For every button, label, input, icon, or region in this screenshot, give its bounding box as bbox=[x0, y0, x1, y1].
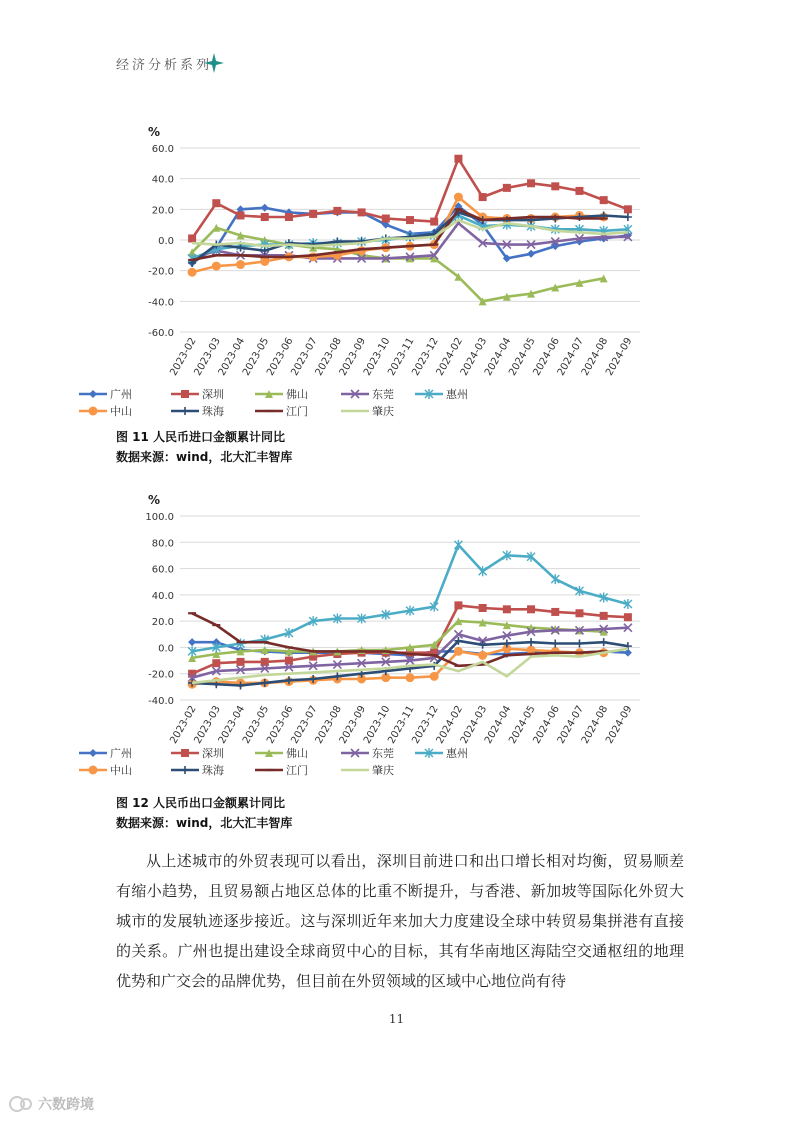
data-point bbox=[527, 638, 535, 646]
x-tick-label: 2024-09 bbox=[604, 704, 635, 746]
y-axis-unit-label: % bbox=[148, 493, 161, 507]
data-point bbox=[551, 608, 559, 616]
y-tick-label: 60.0 bbox=[151, 144, 174, 155]
data-point bbox=[479, 566, 487, 576]
legend-label: 佛山 bbox=[286, 747, 308, 760]
legend-label: 江门 bbox=[286, 764, 308, 777]
data-point bbox=[454, 601, 462, 609]
legend-swatch bbox=[170, 388, 200, 400]
x-tick-label: 2023-08 bbox=[313, 704, 344, 746]
legend-label: 深圳 bbox=[202, 747, 224, 760]
legend-marker bbox=[89, 766, 98, 775]
data-point bbox=[188, 638, 196, 646]
x-tick-label: 2023-02 bbox=[168, 336, 199, 378]
legend-swatch bbox=[340, 405, 370, 417]
y-tick-label: 40.0 bbox=[151, 590, 174, 602]
data-point bbox=[406, 673, 415, 682]
x-tick-label: 2024-05 bbox=[507, 336, 538, 378]
legend-label: 深圳 bbox=[202, 388, 224, 401]
figure-12-source: 数据来源：wind，北大汇丰智库 bbox=[116, 816, 293, 830]
data-point bbox=[212, 659, 220, 667]
data-point bbox=[479, 604, 487, 612]
x-tick-label: 2023-03 bbox=[192, 704, 223, 746]
y-tick-label: -40.0 bbox=[148, 297, 174, 309]
y-tick-label: 80.0 bbox=[151, 538, 174, 550]
y-tick-label: 20.0 bbox=[151, 205, 174, 217]
series-佛山 bbox=[188, 224, 608, 306]
data-point bbox=[333, 207, 341, 215]
legend-swatch bbox=[78, 388, 108, 400]
legend-marker bbox=[89, 749, 97, 757]
legend-label: 肇庆 bbox=[372, 764, 394, 777]
data-point bbox=[260, 257, 269, 266]
figure-11-caption: 图 11 人民币进口金额累计同比 bbox=[116, 430, 286, 444]
legend-label: 中山 bbox=[110, 764, 132, 777]
legend-marker bbox=[181, 749, 189, 757]
data-point bbox=[212, 199, 220, 207]
data-point bbox=[406, 216, 414, 224]
y-tick-label: 0.0 bbox=[158, 236, 174, 247]
legend-swatch bbox=[78, 764, 108, 776]
legend-swatch bbox=[254, 764, 284, 776]
y-tick-label: 0.0 bbox=[158, 643, 174, 655]
y-tick-label: -20.0 bbox=[148, 669, 174, 681]
x-tick-label: 2023-04 bbox=[216, 336, 248, 378]
x-tick-label: 2024-02 bbox=[434, 704, 466, 746]
x-tick-label: 2023-09 bbox=[337, 336, 369, 378]
legend-swatch bbox=[340, 388, 370, 400]
legend-swatch bbox=[170, 405, 200, 417]
x-tick-label: 2024-07 bbox=[555, 336, 587, 378]
page-number: 11 bbox=[388, 1012, 405, 1026]
legend-label: 东莞 bbox=[372, 747, 394, 760]
legend-marker bbox=[89, 390, 97, 398]
legend-label: 珠海 bbox=[202, 405, 224, 418]
x-tick-label: 2024-09 bbox=[604, 336, 635, 378]
legend-swatch bbox=[254, 388, 284, 400]
data-point bbox=[454, 540, 462, 550]
data-point bbox=[551, 639, 559, 647]
data-point bbox=[188, 234, 196, 242]
data-point bbox=[358, 208, 366, 216]
legend-swatch bbox=[414, 388, 444, 400]
data-point bbox=[454, 647, 463, 656]
x-tick-label: 2023-10 bbox=[361, 704, 393, 746]
x-tick-label: 2023-10 bbox=[361, 336, 393, 378]
x-tick-label: 2023-12 bbox=[410, 704, 441, 746]
series-title: 经济分析系列 bbox=[116, 58, 213, 73]
x-tick-label: 2024-07 bbox=[555, 704, 587, 746]
data-point bbox=[527, 605, 535, 613]
star-icon bbox=[203, 52, 225, 74]
body-paragraph: 从上述城市的外贸表现可以看出，深圳目前进口和出口增长相对均衡，贸易顺差有缩小趋势，且贸易额占地区总体的比重不断提升，与香港、新加坡等国际化外贸大城市的发展轨迹逐步接近。这与深圳近年来加大力度建设全球中转贸易集拼港有直接的关系。广州也提出建设全球商贸中心的目标，其有华南地区海陆空交通枢纽的地理优势和广交会的品牌优势，但目前在外贸领域的区域中心地位尚有待 bbox=[116, 852, 684, 990]
legend-swatch bbox=[340, 747, 370, 759]
legend-swatch bbox=[170, 764, 200, 776]
data-point bbox=[551, 182, 559, 190]
data-point bbox=[237, 658, 245, 666]
legend-label: 肇庆 bbox=[372, 405, 394, 418]
x-tick-label: 2023-07 bbox=[289, 336, 320, 378]
x-tick-label: 2024-08 bbox=[579, 704, 611, 746]
legend-swatch bbox=[414, 747, 444, 759]
data-point bbox=[430, 218, 438, 226]
x-tick-label: 2024-04 bbox=[483, 704, 514, 746]
legend-marker bbox=[181, 390, 189, 398]
legend-label: 惠州 bbox=[446, 388, 468, 401]
legend-label: 佛山 bbox=[286, 388, 308, 401]
data-point bbox=[188, 268, 197, 277]
x-tick-label: 2024-04 bbox=[483, 336, 514, 378]
x-tick-label: 2023-06 bbox=[265, 336, 296, 378]
x-tick-label: 2023-04 bbox=[216, 704, 248, 746]
data-point bbox=[237, 211, 245, 219]
data-point bbox=[212, 262, 221, 271]
legend-marker bbox=[181, 407, 189, 415]
data-point bbox=[503, 184, 511, 192]
data-point bbox=[527, 179, 535, 187]
data-point bbox=[382, 215, 390, 223]
data-point bbox=[600, 196, 608, 204]
x-tick-label: 2024-06 bbox=[531, 336, 562, 378]
legend-label: 珠海 bbox=[202, 764, 224, 777]
data-point bbox=[285, 213, 293, 221]
legend-label: 惠州 bbox=[446, 747, 468, 760]
import-chart-svg bbox=[140, 120, 660, 420]
watermark-text: 六数跨境 bbox=[38, 1097, 94, 1113]
data-point bbox=[600, 638, 608, 646]
data-point bbox=[575, 187, 583, 195]
legend-label: 广州 bbox=[110, 747, 132, 760]
legend-label: 江门 bbox=[286, 405, 308, 418]
data-point bbox=[600, 612, 608, 620]
x-tick-label: 2023-08 bbox=[313, 336, 344, 378]
x-tick-label: 2023-02 bbox=[168, 704, 199, 746]
x-tick-label: 2024-02 bbox=[434, 336, 466, 378]
x-tick-label: 2023-03 bbox=[192, 336, 223, 378]
y-tick-label: -20.0 bbox=[148, 266, 174, 278]
legend-marker bbox=[181, 766, 189, 774]
data-point bbox=[575, 639, 583, 647]
export-chart-svg bbox=[140, 488, 660, 788]
watermark-logo-icon bbox=[8, 1093, 34, 1115]
data-point bbox=[261, 204, 269, 212]
data-point bbox=[575, 609, 583, 617]
x-tick-label: 2023-07 bbox=[289, 704, 320, 746]
data-point bbox=[261, 213, 269, 221]
series-中山 bbox=[188, 193, 609, 277]
data-point bbox=[503, 605, 511, 613]
figure-11-source: 数据来源：wind，北大汇丰智库 bbox=[116, 450, 293, 464]
y-tick-label: -40.0 bbox=[148, 696, 174, 707]
legend-marker bbox=[89, 407, 98, 416]
x-tick-label: 2023-05 bbox=[240, 704, 272, 746]
x-tick-label: 2023-11 bbox=[386, 704, 417, 746]
data-point bbox=[454, 193, 463, 202]
series-line bbox=[192, 159, 628, 239]
x-tick-label: 2023-11 bbox=[386, 336, 417, 378]
data-point bbox=[624, 213, 632, 221]
x-tick-label: 2024-08 bbox=[579, 336, 611, 378]
x-tick-label: 2024-06 bbox=[531, 704, 562, 746]
legend-swatch bbox=[254, 405, 284, 417]
x-tick-label: 2024-03 bbox=[458, 336, 490, 378]
legend-swatch bbox=[170, 747, 200, 759]
data-point bbox=[236, 260, 245, 269]
x-tick-label: 2023-06 bbox=[265, 704, 296, 746]
x-tick-label: 2024-05 bbox=[507, 704, 538, 746]
legend-swatch bbox=[340, 764, 370, 776]
data-point bbox=[454, 155, 462, 163]
legend-label: 广州 bbox=[110, 388, 132, 401]
figure-12-caption: 图 12 人民币出口金额累计同比 bbox=[116, 796, 286, 810]
y-tick-label: 40.0 bbox=[151, 174, 174, 186]
y-axis-unit-label: % bbox=[148, 125, 161, 139]
series-line bbox=[192, 545, 628, 652]
data-point bbox=[430, 672, 439, 681]
x-tick-label: 2023-05 bbox=[240, 336, 272, 378]
series-惠州 bbox=[188, 540, 632, 656]
data-point bbox=[309, 210, 317, 218]
x-tick-label: 2024-03 bbox=[458, 704, 490, 746]
export-chart bbox=[140, 488, 660, 788]
legend-label: 东莞 bbox=[372, 388, 394, 401]
data-point bbox=[624, 613, 632, 621]
legend-swatch bbox=[254, 747, 284, 759]
x-tick-label: 2023-09 bbox=[337, 704, 369, 746]
legend-swatch bbox=[78, 405, 108, 417]
y-tick-label: 60.0 bbox=[151, 564, 174, 576]
import-chart bbox=[140, 120, 660, 420]
data-point bbox=[527, 250, 535, 258]
legend-label: 中山 bbox=[110, 405, 132, 418]
x-tick-label: 2023-12 bbox=[410, 336, 441, 378]
y-tick-label: 20.0 bbox=[151, 617, 174, 629]
y-tick-label: -60.0 bbox=[148, 328, 174, 339]
data-point bbox=[478, 651, 487, 660]
legend-swatch bbox=[78, 747, 108, 759]
data-point bbox=[479, 193, 487, 201]
y-tick-label: 100.0 bbox=[145, 512, 174, 523]
data-point bbox=[624, 205, 632, 213]
